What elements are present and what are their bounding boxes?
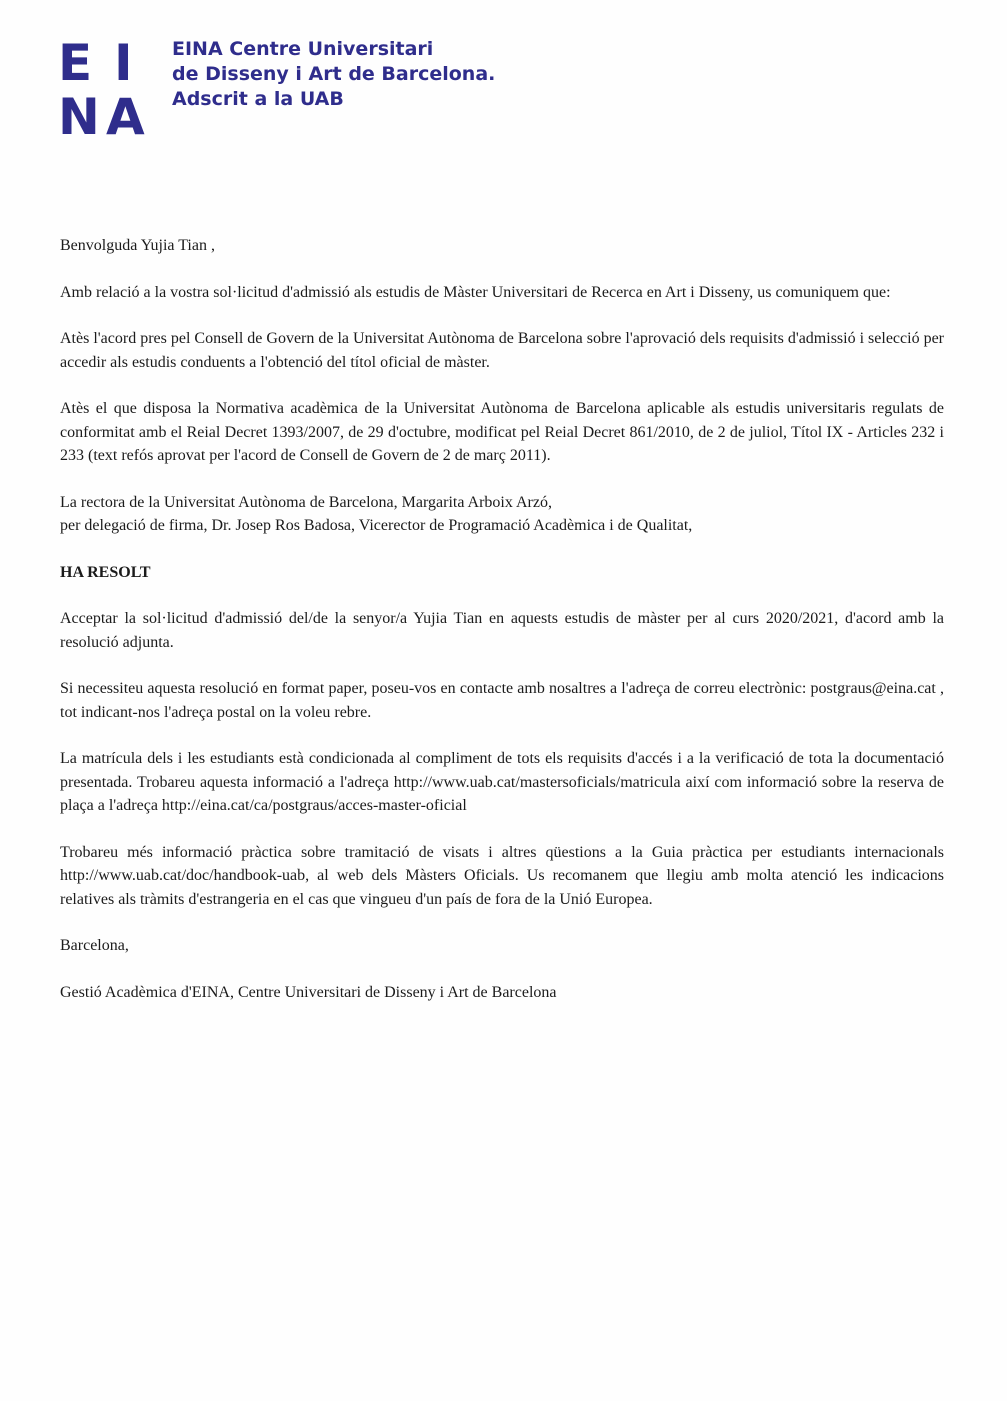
resolution-heading: HA RESOLT <box>60 563 151 581</box>
institution-line: EINA Centre Universitari <box>172 38 434 60</box>
letter-body <box>60 234 944 1027</box>
paragraph-intro: Amb relació a la vostra sol·licitud d'admissió als estudis de Màster Universitari de Recerca en Art i Disseny, us comuniquem que: <box>60 283 891 301</box>
eina-logo <box>58 34 158 146</box>
greeting: Benvolguda Yujia Tian , <box>60 237 215 254</box>
paragraph-authority <box>60 491 944 538</box>
institution-line: Adscrit a la UAB <box>172 88 344 110</box>
paragraph-agreement: Atès l'acord pres pel Consell de Govern de la Universitat Autònoma de Barcelona sobre l'aprovació dels requisits d'admissió i selecció per accedir als estudis conduents a l'obtenció del títol oficial de màster. <box>60 330 944 371</box>
authority-line-1: La rectora de la Universitat Autònoma de Barcelona, Margarita Arboix Arzó, <box>60 493 552 511</box>
signature: Gestió Acadèmica d'EINA, Centre Universitari de Disseny i Art de Barcelona <box>60 983 557 1001</box>
paragraph-practical-info: Trobareu més informació pràctica sobre tramitació de visats i altres qüestions a la Guia pràctica per estudiants internacionals http://www.uab.cat/doc/handbook-uab, al web dels Màsters Oficials. Us recomanem que llegiu amb molta atenció les indicacions relatives als tràmits d'estrangeria en el cas que vingueu d'un país de fora de la Unió Europea. <box>60 843 944 908</box>
closing-city: Barcelona, <box>60 937 129 954</box>
institution-name <box>172 37 495 112</box>
paragraph-acceptance: Acceptar la sol·licitud d'admissió del/de la senyor/a Yujia Tian en aquests estudis de màster per al curs 2020/2021, d'acord amb la resolució adjunta. <box>60 610 944 651</box>
logo-letter-e: E <box>58 34 93 92</box>
logo-letter-i: I <box>114 34 133 92</box>
paragraph-paper-copy: Si necessiteu aquesta resolució en format paper, poseu-vos en contacte amb nosaltres a l'adreça de correu electrònic: postgraus@eina.cat , tot indicant-nos l'adreça postal on la voleu rebre. <box>60 680 944 721</box>
paragraph-enrolment: La matrícula dels i les estudiants està condicionada al compliment de tots els requisits d'accés i a la verificació de tota la documentació presentada. Trobareu aquesta informació a l'adreça http://www.uab.cat/mastersoficials/matricula així com informació sobre la reserva de plaça a l'adreça http://eina.cat/ca/postgraus/acces-master-oficial <box>60 750 944 814</box>
authority-line-2: per delegació de firma, Dr. Josep Ros Badosa, Vicerector de Programació Acadèmica i de Qualitat, <box>60 517 693 534</box>
paragraph-regulation: Atès el que disposa la Normativa acadèmica de la Universitat Autònoma de Barcelona aplicable als estudis universitaris regulats de conformitat amb el Reial Decret 1393/2007, de 29 d'octubre, modificat pel Reial Decret 861/2010, de 2 de juliol, Títol IX - Articles 232 i 233 (text refós aprovat per l'acord de Consell de Govern de 2 de març 2011). <box>60 400 944 464</box>
logo-letter-n: N <box>58 88 100 146</box>
institution-line: de Disseny i Art de Barcelona. <box>172 63 496 85</box>
logo-letter-a: A <box>106 88 145 146</box>
